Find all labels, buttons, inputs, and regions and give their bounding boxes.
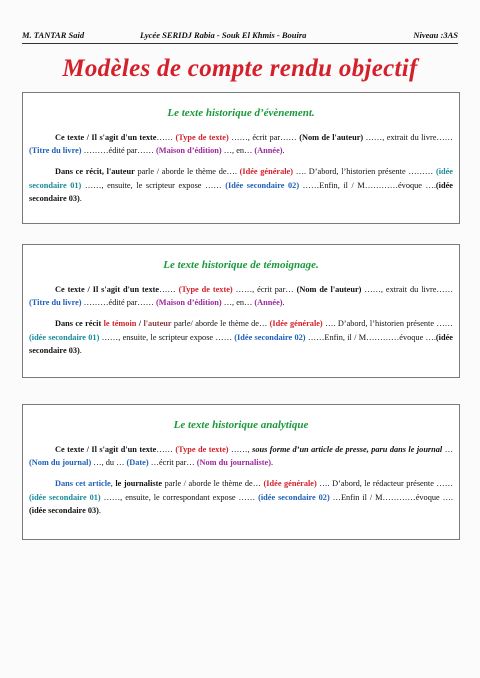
section-temoignage — [22, 244, 460, 378]
page-header — [22, 30, 458, 42]
placeholder-idea-2: (Idée secondaire 02) — [225, 180, 300, 190]
placeholder-year: (Année) — [254, 298, 283, 308]
paragraph-intro: Ce texte / Il s'agit d'un texte…… (Type de texte) ……, écrit par…… (Nom de l'auteur) ……, extrait du livre…… (Titre du livre) ………édité par…… (Maison d’édition) …, en… (Année). — [29, 133, 453, 156]
placeholder-type: (Type de texte) — [175, 133, 229, 142]
placeholder-book: (Titre du livre) — [29, 298, 82, 308]
section-analytique — [22, 404, 460, 540]
placeholder-journalist: (Nom du journaliste) — [196, 458, 271, 468]
placeholder-main-idea: (Idée générale) — [239, 167, 293, 177]
placeholder-witness: le témoin — [103, 319, 137, 329]
placeholder-idea-1: (idée secondaire 01) — [29, 332, 100, 342]
placeholder-date: (Date) — [126, 458, 149, 468]
placeholder-idea-3: (idée secondaire 03) — [29, 505, 99, 515]
paragraph-intro: Ce texte / Il s'agit d'un texte…… (Type de texte) ……, sous forme d’un article de presse, paru dans le journal … (Nom du journal) …, du … (Date) …écrit par… (Nom du journaliste). — [29, 445, 453, 468]
placeholder-author: (Nom de l'auteur) — [296, 285, 362, 294]
placeholder-idea-2: (idée secondaire 02) — [258, 492, 330, 502]
header-school: Lycée SERIDJ Rabia - Souk El Khmis - Bouira — [140, 30, 307, 40]
placeholder-book: (Titre du livre) — [29, 146, 82, 156]
placeholder-type: (Type de texte) — [178, 285, 233, 294]
placeholder-year: (Année) — [254, 146, 283, 156]
placeholder-auteur: l'auteur — [143, 319, 172, 329]
header-author: M. TANTAR Said — [22, 30, 85, 40]
section-title: Le texte historique analytique — [173, 419, 309, 431]
page-title: Modèles de compte rendu objectif — [62, 55, 418, 82]
placeholder-journalist: le journaliste — [115, 479, 163, 489]
header-level: Niveau :3AS — [413, 30, 458, 40]
paragraph-intro: Ce texte / Il s'agit d'un texte…… (Type de texte) ……, écrit par… (Nom de l'auteur) ……, extrait du livre…… (Titre du livre) ………édité par…… (Maison d’édition) …, en… (Année). — [29, 285, 453, 308]
placeholder-type: (Type de texte) — [175, 445, 229, 454]
paragraph-ideas: Dans ce récit le témoin / l'auteur parle/ aborde le thème de… (Idée générale) …. D’abord, l’historien présente …… (idée secondaire 01) ……, ensuite, le scripteur expose …… (Idée secondaire 02) ……Enfin, il / M…………évoque ….(idée secondaire 03). — [29, 319, 453, 355]
placeholder-author: (Nom de l'auteur) — [299, 133, 364, 142]
press-description: sous forme d’un article de presse, paru dans le journal — [252, 445, 443, 454]
section-title: Le texte historique d’évènement. — [167, 107, 315, 119]
section-title: Le texte historique de témoignage. — [163, 259, 319, 271]
placeholder-idea-2: (Idée secondaire 02) — [234, 332, 306, 342]
placeholder-journal: (Nom du journal) — [29, 458, 92, 468]
section-evenement — [22, 92, 460, 224]
placeholder-idea-3: (idée secondaire 03) — [29, 180, 453, 203]
placeholder-idea-1: (idée secondaire 01) — [29, 167, 453, 190]
placeholder-idea-1: (idée secondaire 01) — [29, 492, 101, 502]
paragraph-ideas: Dans cet article, le journaliste parle / aborde le thème de… (Idée générale) …. D’abord, le rédacteur présente …… (idée secondaire 01) ……, ensuite, le correspondant expose …… (idée secondaire 02) …Enfin il / M…………évoque ….(idée secondaire 03). — [29, 479, 453, 515]
placeholder-main-idea: (Idée générale) — [269, 319, 323, 329]
placeholder-publisher: (Maison d’édition) — [155, 146, 222, 156]
placeholder-main-idea: (Idée générale) — [263, 479, 317, 489]
placeholder-publisher: (Maison d’édition) — [155, 298, 222, 308]
placeholder-idea-3: (idée secondaire 03) — [29, 332, 453, 355]
paragraph-ideas: Dans ce récit, l'auteur parle / aborde le thème de…. (Idée générale) …. D’abord, l’historien présente ……… (idée secondaire 01) ……, ensuite, le scripteur expose …… (Idée secondaire 02) ……Enfin, il / M…………évoque ….(idée secondaire 03). — [29, 167, 453, 203]
header-divider — [22, 43, 458, 44]
